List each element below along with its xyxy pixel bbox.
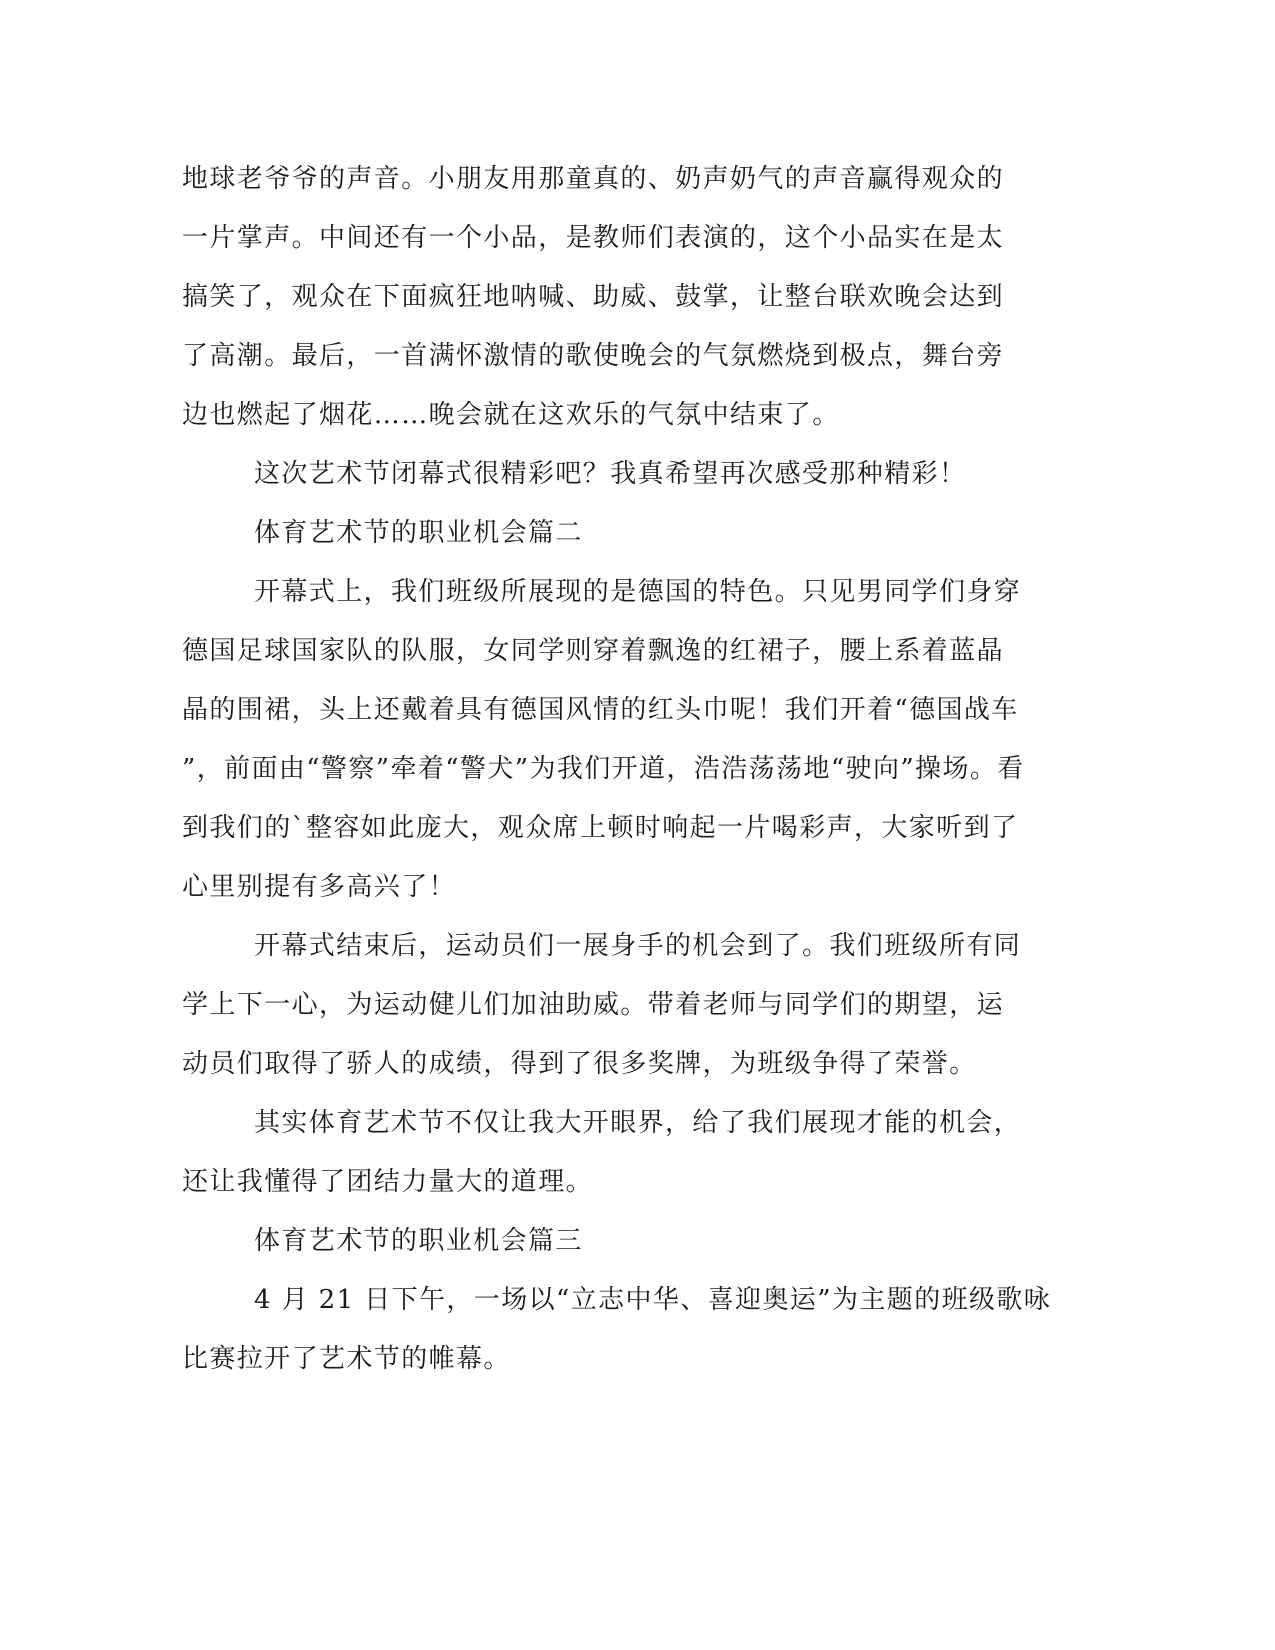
text-line: 这次艺术节闭幕式很精彩吧？我真希望再次感受那种精彩！ [254, 459, 967, 489]
document-body [182, 150, 1052, 1389]
text-line: 比赛拉开了艺术节的帷幕。 [182, 1344, 511, 1374]
text-line: 动员们取得了骄人的成绩，得到了很多奖牌，为班级争得了荣誉。 [182, 1049, 977, 1079]
text-line: 4 月 21 日下午，一场以“立志中华、喜迎奥运”为主题的班级歌咏 [254, 1285, 1052, 1315]
text-line: 搞笑了，观众在下面疯狂地呐喊、助威、鼓掌，让整台联欢晚会达到 [182, 282, 1005, 312]
heading-text: 体育艺术节的职业机会篇三 [254, 1226, 583, 1256]
text-line: 一片掌声。中间还有一个小品，是教师们表演的，这个小品实在是太 [182, 223, 1005, 253]
paragraph-opening-ceremony [182, 563, 1052, 917]
text-line: 其实体育艺术节不仅让我大开眼界，给了我们展现才能的机会， [254, 1108, 1022, 1138]
text-line: 德国足球国家队的队服，女同学则穿着飘逸的红裙子，腰上系着蓝晶 [182, 636, 1005, 666]
text-line: 开幕式上，我们班级所展现的是德国的特色。只见男同学们身穿 [254, 577, 1022, 607]
paragraph-singing-contest [182, 1271, 1052, 1389]
text-line: 边也燃起了烟花……晚会就在这欢乐的气氛中结束了。 [182, 400, 840, 430]
section-heading-part-two [182, 504, 1052, 563]
text-line: 晶的围裙，头上还戴着具有德国风情的红头巾呢！我们开着“德国战车 [182, 695, 1019, 725]
text-line: 到我们的`整容如此庞大，观众席上顿时响起一片喝彩声，大家听到了 [182, 813, 1019, 843]
text-line: 学上下一心，为运动健儿们加油助威。带着老师与同学们的期望，运 [182, 990, 1005, 1020]
paragraph-closing-ceremony-continued [182, 150, 1052, 445]
paragraph-closing-remark [182, 445, 1052, 504]
text-line: 心里别提有多高兴了！ [182, 872, 457, 902]
paragraph-athletes [182, 917, 1052, 1094]
text-line: 还让我懂得了团结力量大的道理。 [182, 1167, 594, 1197]
text-line: ”，前面由“警察”牵着“警犬”为我们开道，浩浩荡荡地“驶向”操场。看 [182, 754, 1025, 784]
section-heading-part-three [182, 1212, 1052, 1271]
text-line: 地球老爷爷的声音。小朋友用那童真的、奶声奶气的声音赢得观众的 [182, 164, 1005, 194]
text-line: 了高潮。最后，一首满怀激情的歌使晚会的气氛燃烧到极点，舞台旁 [182, 341, 1005, 371]
text-line: 开幕式结束后，运动员们一展身手的机会到了。我们班级所有同 [254, 931, 1022, 961]
paragraph-reflection [182, 1094, 1052, 1212]
heading-text: 体育艺术节的职业机会篇二 [254, 518, 583, 548]
